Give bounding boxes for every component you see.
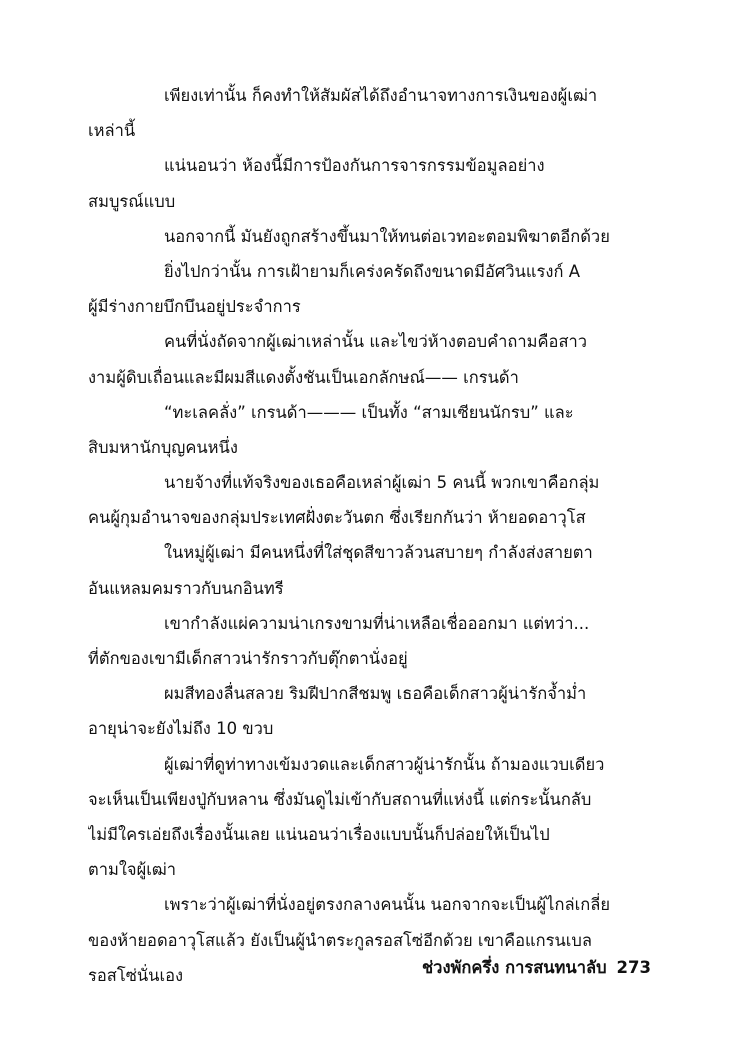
text-line: ยิ่งไปกว่านั้น การเฝ้ายามก็เคร่งครัดถึงขนาดมีอัศวินแรงก์ A <box>164 261 580 281</box>
chapter-title: ช่วงพักครึ่ง การสนทนาลับ <box>421 958 607 977</box>
text-line: ของห้ายอดอาวุโสแล้ว ยังเป็นผู้นำตระกูลรอสโซ่อีกด้วย เขาคือแกรนเบล <box>88 930 592 950</box>
text-line: ตามใจผู้เฒ่า <box>88 860 177 880</box>
text-line: เหล่านี้ <box>88 121 136 141</box>
text-line: นายจ้างที่แท้จริงของเธอคือเหล่าผู้เฒ่า 5 คนนี้ พวกเขาคือกลุ่ม <box>164 473 600 493</box>
text-line: ที่ตักของเขามีเด็กสาวน่ารักราวกับตุ๊กตานั่งอยู่ <box>88 649 408 668</box>
text-line: สิบมหานักบุญคนหนึ่ง <box>88 437 238 457</box>
text-line: ไม่มีใครเอ่ยถึงเรื่องนั้นเลย แน่นอนว่าเรื่องแบบนั้นก็ปล่อยให้เป็นไป <box>88 824 550 844</box>
text-line: งามผู้ดิบเถื่อนและมีผมสีแดงตั้งชันเป็นเอกลักษณ์—— เกรนด้า <box>88 367 519 387</box>
text-line: รอสโซ่นั่นเอง <box>88 965 184 985</box>
text-line: นอกจากนี้ มันยังถูกสร้างขึ้นมาให้ทนต่อเวทอะตอมพิฆาตอีกด้วย <box>164 226 610 246</box>
text-line: ผมสีทองลื่นสลวย ริมฝีปากสีชมพู เธอคือเด็กสาวผู้น่ารักจ้ำม่ำ <box>164 684 587 704</box>
text-line: จะเห็นเป็นเพียงปู่กับหลาน ซึ่งมันดูไม่เข้ากับสถานที่แห่งนี้ แต่กระนั้นกลับ <box>88 789 592 809</box>
text-line: คนผู้กุมอำนาจของกลุ่มประเทศฝั่งตะวันตก ซึ่งเรียกกันว่า ห้ายอดอาวุโส <box>88 508 586 528</box>
text-line: ผู้เฒ่าที่ดูท่าทางเข้มงวดและเด็กสาวผู้น่ารักนั้น ถ้ามองแวบเดียว <box>164 754 605 774</box>
text-line: อายุน่าจะยังไม่ถึง 10 ขวบ <box>88 719 274 739</box>
text-line: ในหมู่ผู้เฒ่า มีคนหนึ่งที่ใส่ชุดสีขาวล้วนสบายๆ กำลังส่งสายตา <box>164 543 593 563</box>
text-line: แน่นอนว่า ห้องนี้มีการป้องกันการจารกรรมข้อมูลอย่าง <box>164 156 545 176</box>
text-line: “ทะเลคลั่ง” เกรนด้า——— เป็นทั้ง “สามเซียนนักรบ” และ <box>164 402 574 422</box>
text-line: ผู้มีร่างกายบึกบึนอยู่ประจำการ <box>88 297 301 317</box>
page-number: 273 <box>616 958 651 977</box>
text-line: เพราะว่าผู้เฒ่าที่นั่งอยู่ตรงกลางคนนั้น นอกจากจะเป็นผู้ไกล่เกลี่ย <box>164 895 610 915</box>
body-text <box>88 78 651 993</box>
text-line: เพียงเท่านั้น ก็คงทำให้สัมผัสได้ถึงอำนาจทางการเงินของผู้เฒ่า <box>164 86 598 105</box>
text-line: คนที่นั่งถัดจากผู้เฒ่าเหล่านั้น และไขว่ห้างตอบคำถามคือสาว <box>164 332 588 352</box>
text-line: อันแหลมคมราวกับนกอินทรี <box>88 578 284 598</box>
text-line: เขากำลังแผ่ความน่าเกรงขามที่น่าเหลือเชื่อออกมา แต่ทว่า... <box>164 613 590 633</box>
text-line: สมบูรณ์แบบ <box>88 191 176 211</box>
running-footer <box>422 955 651 981</box>
